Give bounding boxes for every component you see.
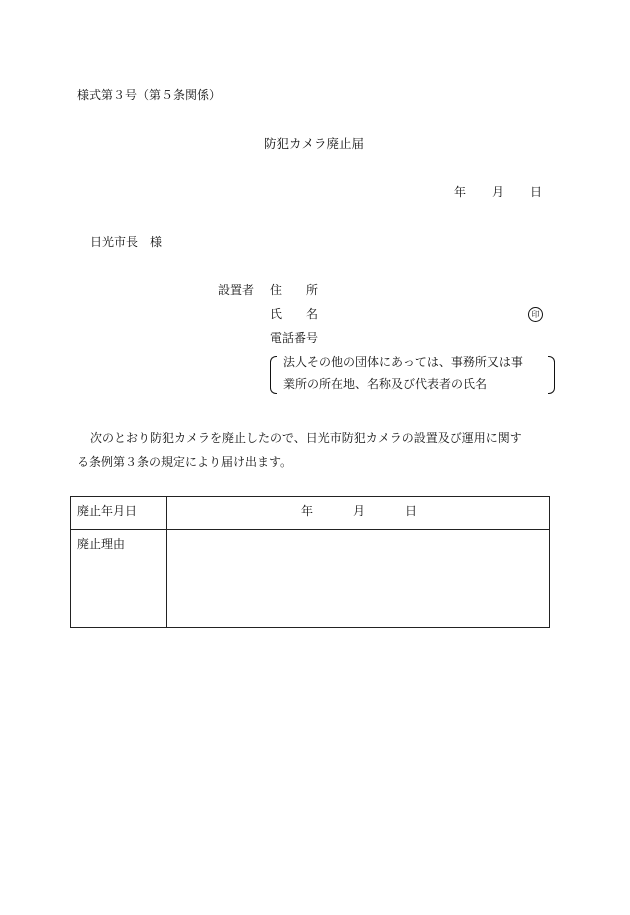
installer-heading: 設置者	[218, 283, 255, 297]
seal-mark: 印	[528, 307, 543, 322]
note-bracket-right	[548, 356, 555, 394]
date-year-label: 年	[454, 185, 467, 199]
address-label: 住 所	[270, 283, 319, 297]
abolition-month-label: 月	[353, 504, 366, 518]
note-line-2: 業所の所在地、名称及び代表者の氏名	[283, 377, 488, 391]
date-day-label: 日	[530, 185, 543, 199]
note-line-1: 法人その他の団体にあっては、事務所又は事	[283, 355, 523, 369]
date-month-label: 月	[492, 185, 505, 199]
table-row	[71, 497, 550, 530]
form-number: 様式第３号（第５条関係）	[77, 88, 222, 102]
document-title: 防犯カメラ廃止届	[264, 136, 365, 151]
phone-label: 電話番号	[270, 331, 319, 345]
abolition-table	[70, 496, 550, 628]
body-line-1: 次のとおり防犯カメラを廃止したので、日光市防犯カメラの設置及び運用に関す	[90, 431, 522, 445]
abolition-reason-label: 廃止理由	[71, 530, 167, 628]
abolition-date-label: 廃止年月日	[71, 497, 167, 530]
note-bracket-left	[270, 356, 277, 394]
abolition-date-cell[interactable]	[167, 497, 550, 530]
name-label: 氏 名	[270, 307, 319, 321]
abolition-reason-cell[interactable]	[167, 530, 550, 628]
abolition-day-label: 日	[405, 504, 418, 518]
body-line-2: る条例第３条の規定により届け出ます。	[77, 455, 293, 469]
addressee: 日光市長 様	[90, 235, 163, 249]
table-row	[71, 530, 550, 628]
abolition-year-label: 年	[301, 504, 314, 518]
